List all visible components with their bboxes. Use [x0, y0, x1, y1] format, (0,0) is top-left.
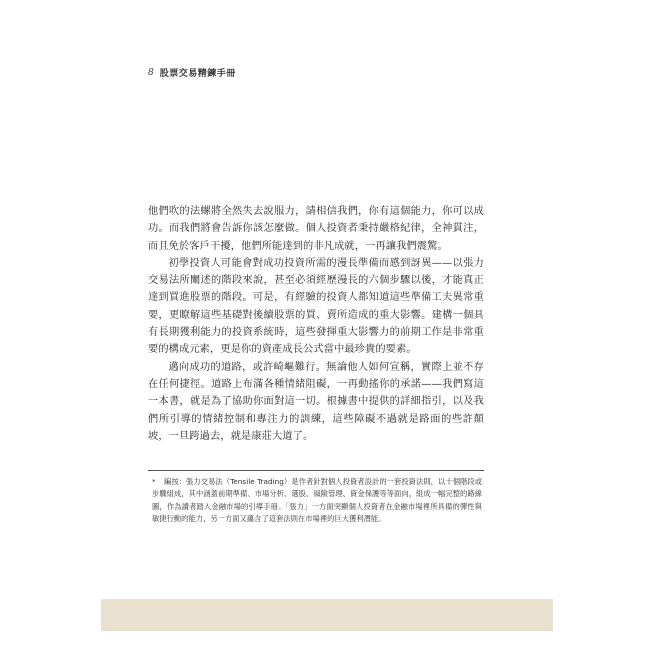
footnote-text: 編按：張力交易法（Tensile Trading）是作者針對個人投資者設計的一套投資法則，以十個階段或步驟組成，其中涵蓋前期準備、市場分析、選股、風險管理、資金保護等等面向，組成一幅完整的路線圖，作為讀者踏入金融市場的引導手冊。「張力」一方面突顯個人投資者在金融市場裡所具備的彈性與敏捷行動的能力，另一方面又蘊含了這套法則在市場裡的巨大獲利潛能。	[152, 477, 482, 523]
paragraph: 他們吹的法螺將全然失去說服力，請相信我們，你有這個能力，你可以成功。而我們將會告訴你該怎麼做。個人投資者秉持嚴格紀律，全神貫注，而且免於客戶干擾，他們所能達到的非凡成就，一再讓我們震驚。	[148, 206, 484, 252]
paragraph: 邁向成功的道路，或許崎嶇難行。無論他人如何宣稱，實際上並不存在任何捷徑。道路上布滿各種情緒阻礙，一再動搖你的承諾——我們寫這一本書，就是為了協助你面對這一切。根據書中提供的詳細指引，以及我們所引導的情緒控制和專注力的訓練，這些障礙不過就是路面的些許顛坡，一旦跨過去，就是康莊大道了。	[148, 361, 484, 442]
paragraph: 初學投資人可能會對成功投資所需的漫長準備而感到訝異——以張力交易法所闡述的階段來說，甚至必須經歷漫長的六個步驟以後，才能真正達到買進股票的階段。可是，有經驗的投資人都知道這些準備工夫異常重要，更瞭解這些基礎對後續股票的買、賣所造成的重大影響。建構一個具有長期獲利能力的投資系統時，這些發揮重大影響力的前期工作是非常重要的構成元素，更是你的資產成長公式當中最珍貴的要素。	[148, 257, 484, 356]
footer-band	[101, 599, 553, 631]
footnote-marker: *	[152, 477, 156, 486]
running-header	[148, 66, 236, 79]
footnote-divider	[148, 470, 484, 471]
footnote	[152, 476, 482, 525]
book-title: 股票交易精鍊手冊	[159, 69, 236, 79]
body-text	[148, 203, 484, 445]
page-number: 8	[148, 67, 154, 78]
